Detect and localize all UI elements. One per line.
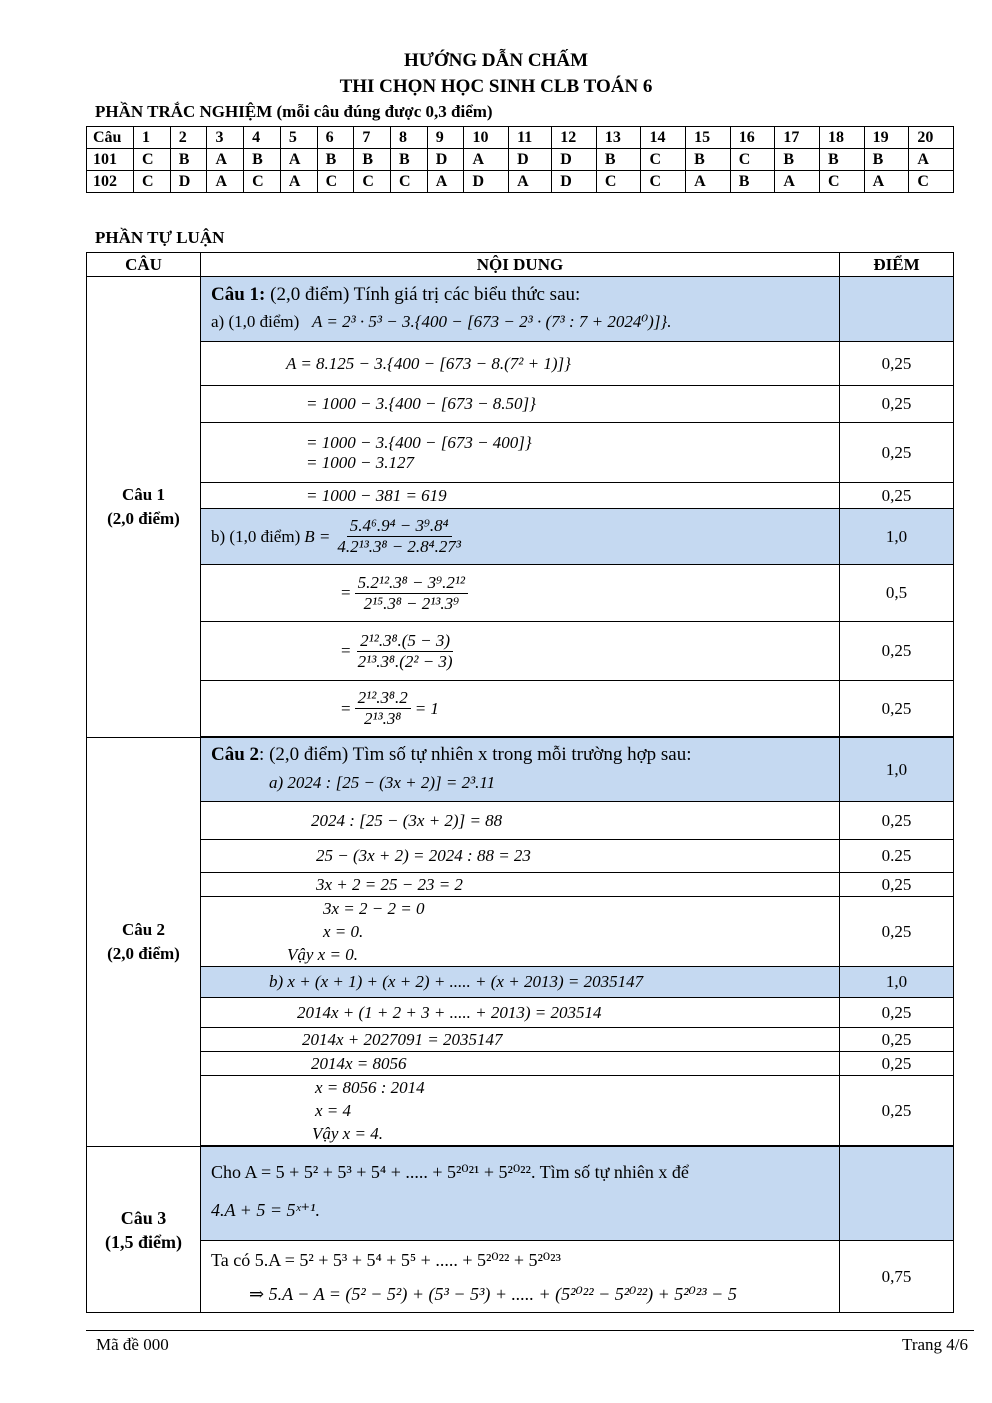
q2-step-multiline — [201, 1076, 840, 1146]
q2-step-row — [87, 873, 954, 897]
q2-prompt-bold: Câu 2 — [211, 743, 260, 765]
q1-step-score: 0,25 — [840, 622, 954, 681]
q2-prompt-row — [87, 738, 954, 802]
q2-label-cell — [87, 738, 201, 1147]
mc-row-label: 101 — [87, 149, 134, 171]
mc-cell: B — [317, 149, 354, 171]
mc-cell: C — [820, 171, 865, 193]
footer-rule — [86, 1330, 974, 1331]
fraction-denominator: 2¹³.3⁸ — [363, 709, 402, 728]
q2-step-score: 0,25 — [840, 1028, 954, 1052]
mc-cell: D — [552, 171, 597, 193]
q2-step-row — [87, 897, 954, 967]
q1-part-b-score: 1,0 — [840, 509, 954, 565]
mc-cell: C — [909, 171, 954, 193]
q2-prompt-text: : (2,0 điểm) Tìm số tự nhiên x trong mỗi trường hợp sau: — [259, 743, 692, 765]
q2-step-row — [87, 840, 954, 873]
q1-label-cell — [87, 277, 201, 738]
q2-part-b-row — [87, 967, 954, 998]
mc-row-label: 102 — [87, 171, 134, 193]
q2-step-row — [87, 1076, 954, 1146]
mc-cell: B — [354, 149, 391, 171]
q1-step-fraction: = $\frac{\text{2¹².3⁸.(5 − 3)}}{\text{2¹³.3⁸.(2² − 3)}}$ — [201, 622, 840, 681]
mc-cell: A — [207, 149, 244, 171]
mc-cell: A — [864, 171, 909, 193]
mc-cell: A — [207, 171, 244, 193]
mc-cell: A — [775, 171, 820, 193]
col-score-header: ĐIỂM — [840, 253, 954, 277]
q1-step-row — [87, 483, 954, 509]
fraction-numerator: 5.2¹².3⁸ − 3⁹.2¹² — [355, 573, 468, 594]
mc-cell: 1 — [134, 127, 171, 149]
q1-step-row — [87, 622, 954, 681]
mc-answer-row — [87, 171, 954, 193]
q1-label: Câu 1 — [122, 485, 165, 504]
q2-step-text: 3x + 2 = 25 − 23 = 2 — [201, 873, 840, 897]
q1-part-a-label: a) (1,0 điểm) — [211, 312, 300, 331]
mc-cell: 4 — [244, 127, 281, 149]
mc-cell: D — [464, 171, 509, 193]
mc-header-row — [87, 127, 954, 149]
mc-cell: 12 — [552, 127, 597, 149]
mc-cell: 9 — [427, 127, 464, 149]
mc-cell: 6 — [317, 127, 354, 149]
mc-cell: B — [864, 149, 909, 171]
document-subtitle: THI CHỌN HỌC SINH CLB TOÁN 6 — [339, 76, 653, 97]
essay-section-heading: PHẦN TỰ LUẬN — [95, 228, 225, 247]
mc-section-heading: PHẦN TRẮC NGHIỆM (mỗi câu đúng được 0,3 điểm) — [95, 102, 493, 121]
q2-part-b: b) x + (x + 1) + (x + 2) + ..... + (x + 2013) = 2035147 — [201, 967, 840, 998]
mc-cell: 3 — [207, 127, 244, 149]
q2-step-score: 0,25 — [840, 802, 954, 840]
essay-table — [86, 252, 954, 1313]
q1-prompt-row — [87, 277, 954, 342]
mc-cell: 8 — [391, 127, 428, 149]
mc-cell: 10 — [464, 127, 509, 149]
fraction-numerator: 5.4⁶.9⁴ − 3⁹.8⁴ — [347, 516, 452, 537]
q1-step-score: 0,25 — [840, 423, 954, 483]
q3-step-multiline — [201, 1241, 840, 1313]
mc-cell: 11 — [509, 127, 552, 149]
q1-expr-b-fraction — [334, 516, 464, 557]
mc-cell: D — [427, 149, 464, 171]
q3-points: (1,5 điểm) — [105, 1231, 182, 1252]
q1-step-score: 0,5 — [840, 565, 954, 622]
fraction-denominator: 2¹³.3⁸.(2² − 3) — [357, 651, 453, 671]
q1-step-score: 0,25 — [840, 386, 954, 423]
q1-step-fraction: = $\frac{\text{5.2¹².3⁸ − 3⁹.2¹²}}{\text{2¹⁵.3⁸ − 2¹³.3⁹}}$ — [201, 565, 840, 622]
q3-step-row — [87, 1241, 954, 1313]
q2-label: Câu 2 — [122, 920, 165, 939]
mc-cell: A — [427, 171, 464, 193]
mc-cell: C — [244, 171, 281, 193]
q1-step-row — [87, 342, 954, 386]
q2-step-line: Vậy x = 4. — [312, 1124, 383, 1143]
q1-step-fraction: = $\frac{\text{2¹².3⁸.2}}{\text{2¹³.3⁸}}$ = 1 — [201, 681, 840, 737]
mc-cell: B — [775, 149, 820, 171]
q2-step-text: 2014x + 2027091 = 2035147 — [201, 1028, 840, 1052]
document-title: HƯỚNG DẪN CHẤM — [404, 50, 588, 71]
q2-step-multiline — [201, 897, 840, 967]
mc-cell: B — [686, 149, 731, 171]
q2-step-score: 0,25 — [840, 897, 954, 967]
mc-cell: 14 — [641, 127, 686, 149]
q2-step-line: x = 4 — [315, 1101, 352, 1120]
mc-cell: B — [596, 149, 641, 171]
mc-cell: A — [509, 171, 552, 193]
q1-expr-b-lhs: B = — [304, 526, 331, 546]
q1-step-row — [87, 681, 954, 737]
q1-part-b — [201, 509, 840, 565]
q2-part-b-score: 1,0 — [840, 967, 954, 998]
fraction-denominator: 2¹⁵.3⁸ − 2¹³.3⁹ — [363, 593, 460, 613]
q2-step-text: 2014x = 8056 — [201, 1052, 840, 1076]
q2-step-row — [87, 1052, 954, 1076]
q3-step-score: 0,75 — [840, 1241, 954, 1313]
mc-cell: C — [391, 171, 428, 193]
mc-cell: D — [509, 149, 552, 171]
q3-label-cell — [87, 1147, 201, 1313]
q2-step-text: 2024 : [25 − (3x + 2)] = 88 — [201, 802, 840, 840]
q1-step-text: = 1000 − 381 = 619 — [201, 483, 840, 509]
q2-part-a: a) 2024 : [25 − (3x + 2)] = 2³.11 — [269, 772, 496, 792]
mc-cell: A — [464, 149, 509, 171]
q3-prompt-line: Cho A = 5 + 5² + 5³ + 5⁴ + ..... + 5²⁰²¹ + 5²⁰²². Tìm số tự nhiên x để — [211, 1161, 689, 1182]
mc-cell: 7 — [354, 127, 391, 149]
q1-step-score: 0,25 — [840, 342, 954, 386]
mc-cell: B — [820, 149, 865, 171]
mc-cell: C — [730, 149, 775, 171]
q1-step-score: 0,25 — [840, 681, 954, 737]
mc-cell: C — [317, 171, 354, 193]
mc-cell: C — [134, 149, 171, 171]
q1-part-b-label: b) (1,0 điểm) — [211, 526, 301, 546]
mc-cell: A — [686, 171, 731, 193]
fraction-numerator: 2¹².3⁸.2 — [355, 688, 411, 709]
q3-step-line: ⇒ 5.A − A = (5² − 5²) + (5³ − 5³) + ..... + (5²⁰²² − 5²⁰²²) + 5²⁰²³ − 5 — [249, 1283, 737, 1304]
mc-cell: 2 — [170, 127, 207, 149]
q2-step-score: 0.25 — [840, 840, 954, 873]
mc-cell: 13 — [596, 127, 641, 149]
q2-step-row — [87, 802, 954, 840]
mc-cell: C — [354, 171, 391, 193]
q1-step-line: = 1000 − 3.127 — [306, 452, 414, 472]
q3-prompt-score — [840, 1147, 954, 1241]
mc-cell: 18 — [820, 127, 865, 149]
q3-step-line: Ta có 5.A = 5² + 5³ + 5⁴ + 5⁵ + ..... + 5²⁰²² + 5²⁰²³ — [211, 1249, 561, 1270]
mc-cell: C — [641, 149, 686, 171]
q2-step-row — [87, 998, 954, 1028]
mc-cell: C — [596, 171, 641, 193]
mc-cell: C — [641, 171, 686, 193]
mc-cell: 16 — [730, 127, 775, 149]
mc-cell: 19 — [864, 127, 909, 149]
q1-step-line: = 1000 − 3.{400 − [673 − 400]} — [306, 432, 532, 452]
mc-cell: 17 — [775, 127, 820, 149]
q1-prompt — [201, 277, 840, 342]
q1-step-row — [87, 423, 954, 483]
q2-step-text: 2014x + (1 + 2 + 3 + ..... + 2013) = 203514 — [201, 998, 840, 1028]
footer-exam-code: Mã đề 000 — [96, 1335, 169, 1354]
mc-cell: B — [170, 149, 207, 171]
mc-row-label: Câu — [87, 127, 134, 149]
q1-step-row — [87, 565, 954, 622]
mc-cell: C — [134, 171, 171, 193]
mc-cell: A — [280, 171, 317, 193]
q1-step-text: = 1000 − 3.{400 − [673 − 8.50]} — [201, 386, 840, 423]
q2-step-line: x = 8056 : 2014 — [315, 1078, 425, 1097]
fraction-numerator: 2¹².3⁸.(5 − 3) — [357, 631, 453, 652]
q3-prompt-line: 4.A + 5 = 5ˣ⁺¹. — [211, 1199, 320, 1220]
mc-answer-row — [87, 149, 954, 171]
q1-prompt-bold: Câu 1: — [211, 284, 266, 305]
q2-step-score: 0,25 — [840, 1076, 954, 1146]
q2-part-a-score: 1,0 — [840, 738, 954, 802]
q2-step-score: 0,25 — [840, 998, 954, 1028]
q1-expr-a: A = 2³ · 5³ − 3.{400 − [673 − 2³ · (7³ : 7 + 2024⁰)]}. — [312, 312, 672, 331]
col-question-header: CÂU — [87, 253, 201, 277]
q1-step-score: 0,25 — [840, 483, 954, 509]
col-content-header: NỘI DUNG — [201, 253, 840, 277]
q2-step-score: 0,25 — [840, 1052, 954, 1076]
mc-cell: B — [730, 171, 775, 193]
mc-cell: B — [391, 149, 428, 171]
q2-step-line: x = 0. — [323, 922, 364, 941]
mc-cell: A — [909, 149, 954, 171]
q3-prompt-row — [87, 1147, 954, 1241]
q1-prompt-score — [840, 277, 954, 342]
q1-part-b-row — [87, 509, 954, 565]
q2-step-score: 0,25 — [840, 873, 954, 897]
q2-points: (2,0 điểm) — [107, 944, 180, 963]
q1-step-row — [87, 386, 954, 423]
q1-step-multiline — [201, 423, 840, 483]
mc-cell: D — [170, 171, 207, 193]
fraction-denominator: 4.2¹³.3⁸ − 2.8⁴.27³ — [337, 537, 461, 556]
mc-answer-table — [86, 126, 954, 193]
q2-step-line: 3x = 2 − 2 = 0 — [323, 899, 425, 918]
q2-step-line: Vậy x = 0. — [287, 945, 358, 964]
mc-cell: 20 — [909, 127, 954, 149]
mc-cell: B — [244, 149, 281, 171]
q2-step-text: 25 − (3x + 2) = 2024 : 88 = 23 — [201, 840, 840, 873]
essay-table-header — [87, 253, 954, 277]
mc-cell: 15 — [686, 127, 731, 149]
q2-step-row — [87, 1028, 954, 1052]
q2-prompt — [201, 738, 840, 802]
q3-label: Câu 3 — [120, 1207, 167, 1228]
fraction-tail: = 1 — [414, 698, 439, 718]
mc-cell: 5 — [280, 127, 317, 149]
q1-step-text: A = 8.125 − 3.{400 − [673 − 8.(7² + 1)]} — [201, 342, 840, 386]
q3-prompt — [201, 1147, 840, 1241]
q1-points: (2,0 điểm) — [107, 509, 180, 528]
mc-cell: A — [280, 149, 317, 171]
footer-page-number: Trang 4/6 — [902, 1335, 968, 1354]
mc-cell: D — [552, 149, 597, 171]
q1-prompt-text: (2,0 điểm) Tính giá trị các biểu thức sau: — [265, 284, 581, 305]
